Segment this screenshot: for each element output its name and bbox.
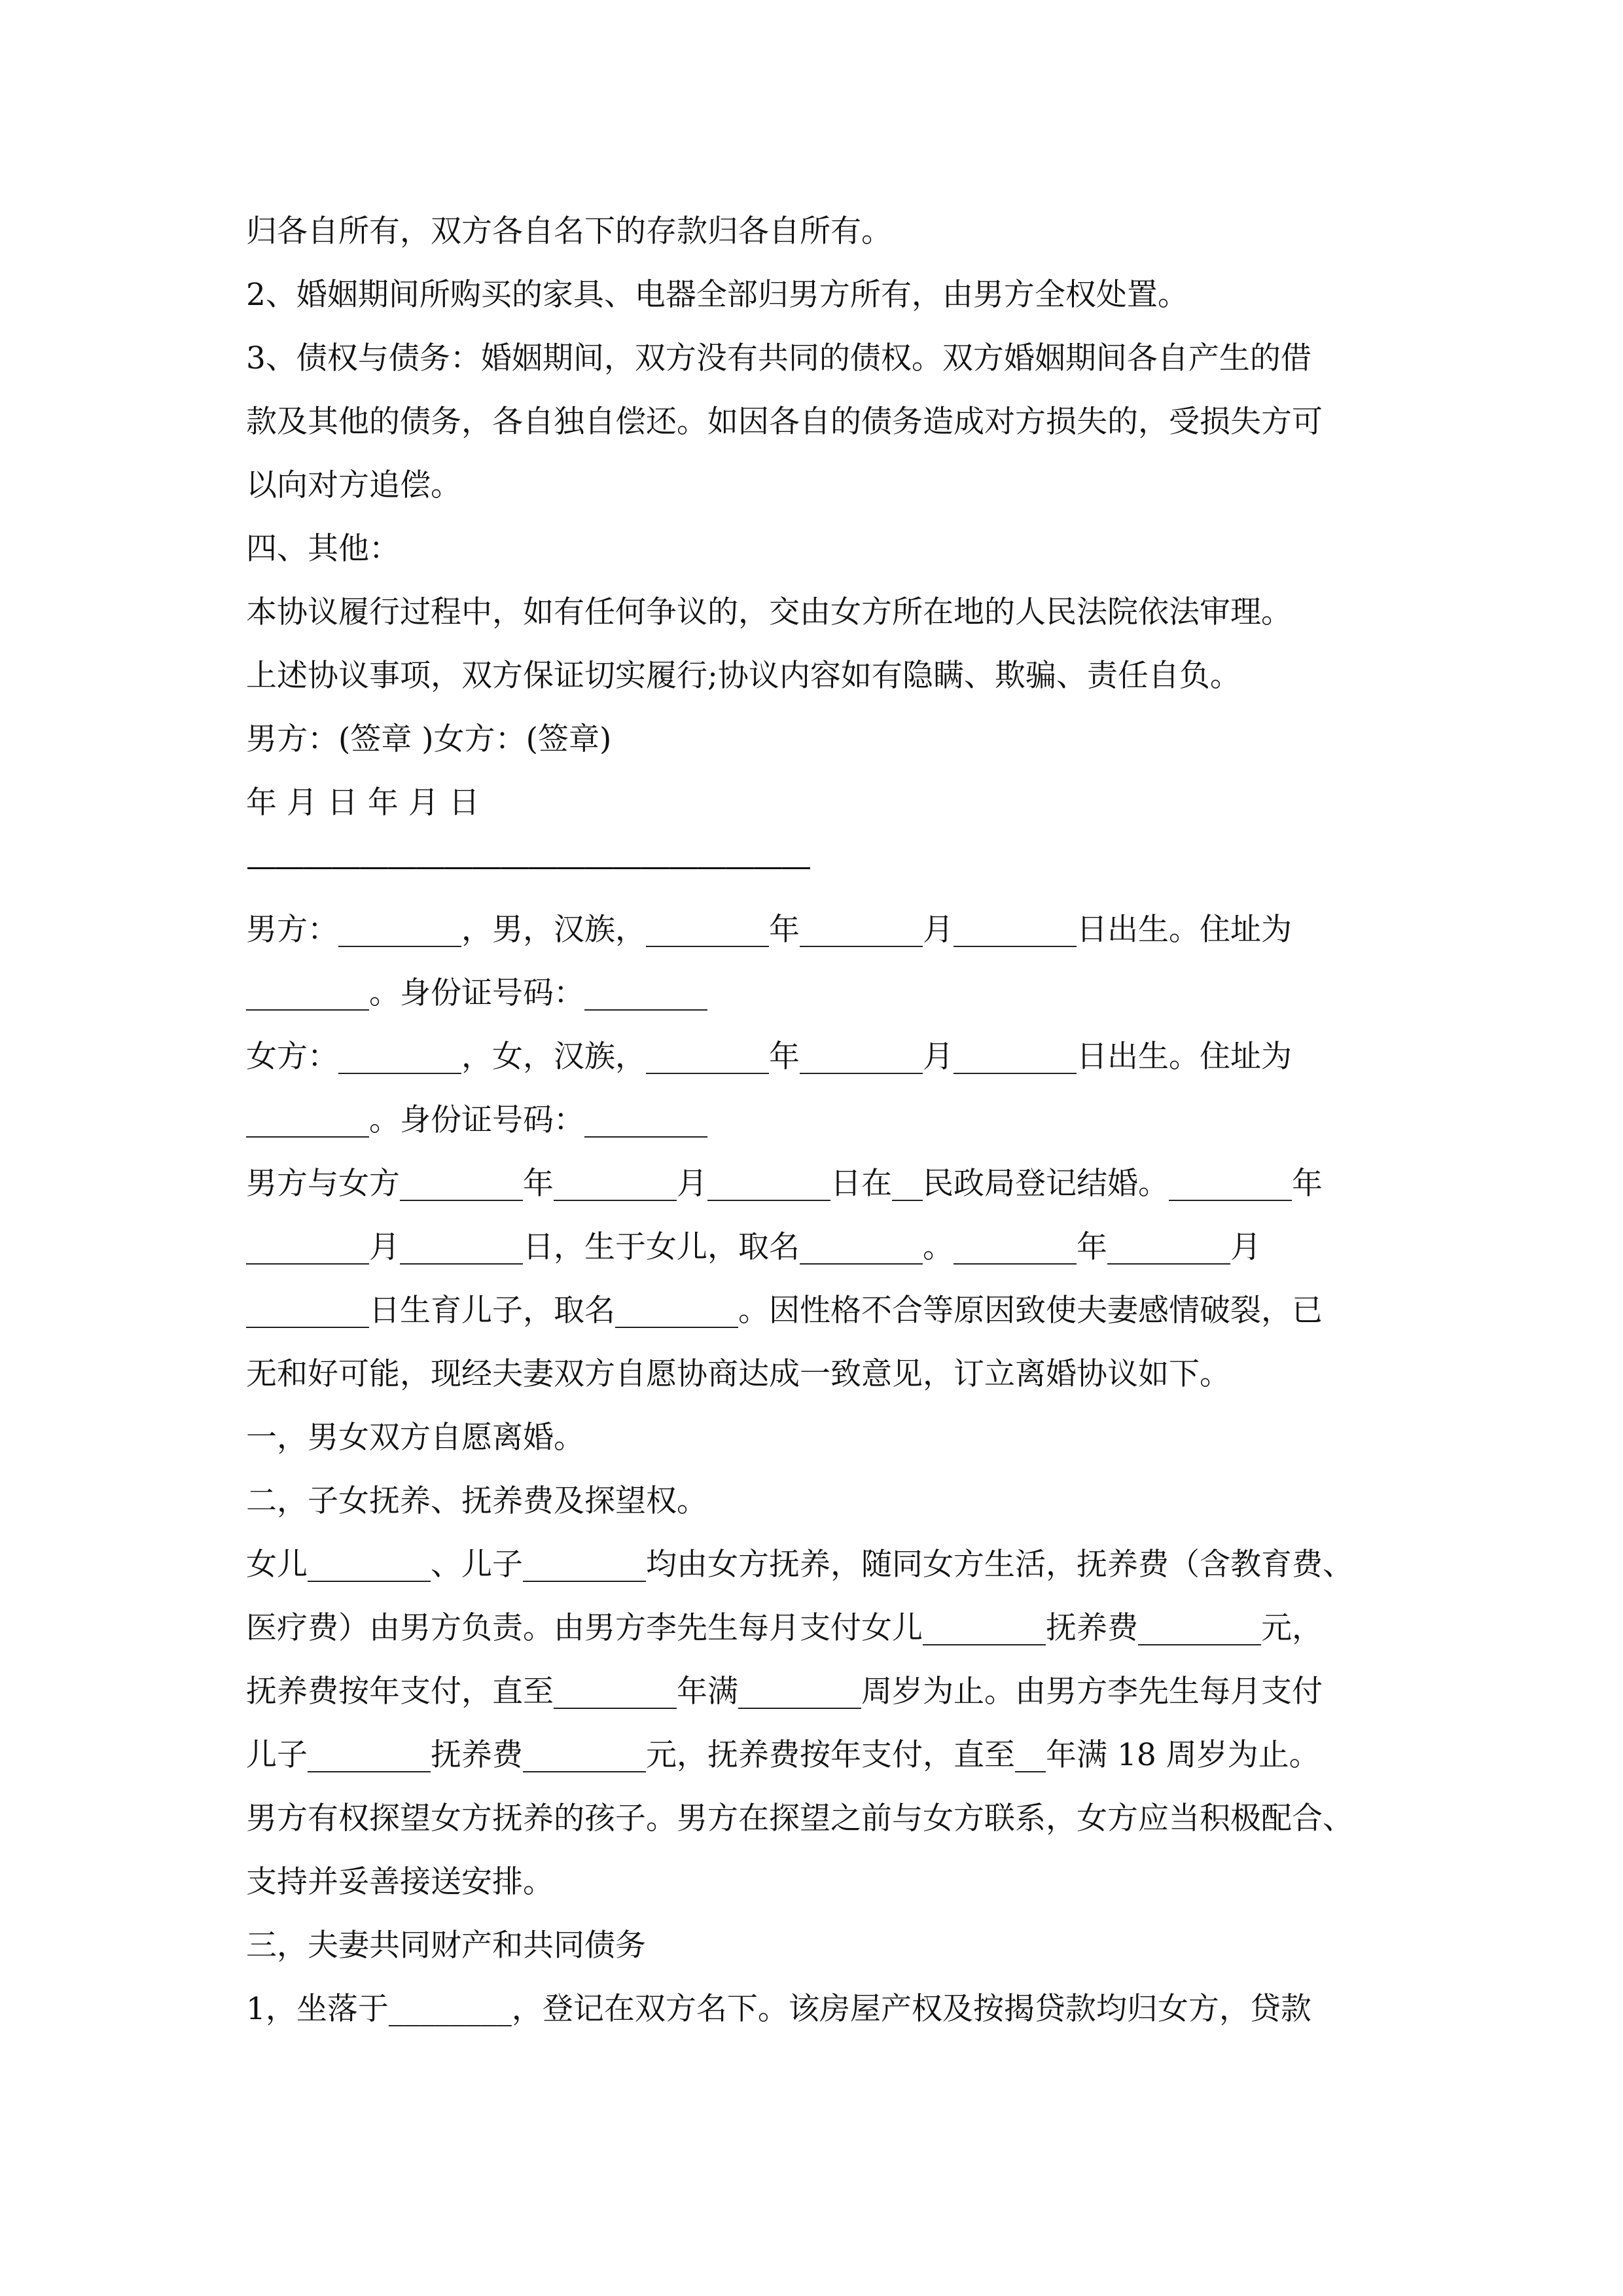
text-line: 男方有权探望女方抚养的孩子。男方在探望之前与女方联系，女方应当积极配合、 xyxy=(246,1801,1353,1837)
text-line: 女方：________，女，汉族，________年________月________日出生。住址为 xyxy=(246,1039,1292,1075)
text-line: 2、婚姻期间所购买的家具、电器全部归男方所有，由男方全权处置。 xyxy=(246,277,1188,313)
text-line: 3、债权与债务：婚姻期间，双方没有共同的债权。双方婚姻期间各自产生的借 xyxy=(246,340,1311,376)
text-line: 无和好可能，现经夫妻双方自愿协商达成一致意见，订立离婚协议如下。 xyxy=(246,1356,1230,1392)
text-line: 抚养费按年支付，直至________年满________周岁为止。由男方李先生每月支付 xyxy=(246,1674,1323,1710)
text-line: ________月________日，生于女儿，取名________。________年________月 xyxy=(246,1229,1261,1265)
agreement-body xyxy=(246,200,1385,2041)
section-heading: 三，夫妻共同财产和共同债务 xyxy=(246,1928,646,1964)
text-line: 女儿________、儿子________均由女方抚养，随同女方生活，抚养费（含教育费、 xyxy=(246,1547,1353,1583)
text-line: 上述协议事项，双方保证切实履行;协议内容如有隐瞒、欺骗、责任自负。 xyxy=(246,658,1241,694)
text-line: 本协议履行过程中，如有任何争议的，交由女方所在地的人民法院依法审理。 xyxy=(246,594,1292,630)
text-line: ________。身份证号码：________ xyxy=(246,1102,707,1138)
section-heading: 一，男女双方自愿离婚。 xyxy=(246,1420,584,1456)
text-line: 男方：________，男，汉族，________年________月________日出生。住址为 xyxy=(246,912,1292,948)
text-line: ________。身份证号码：________ xyxy=(246,975,707,1011)
text-line: 归各自所有，双方各自名下的存款归各自所有。 xyxy=(246,213,892,249)
text-line: 男方与女方________年________月________日在__民政局登记结婚。________年 xyxy=(246,1166,1323,1202)
separator-rule: ———————————————————— xyxy=(246,848,809,884)
section-heading: 二，子女抚养、抚养费及探望权。 xyxy=(246,1483,707,1519)
text-line: 款及其他的债务，各自独自偿还。如因各自的债务造成对方损失的，受损失方可 xyxy=(246,404,1323,440)
signature-line: 男方：(签章 )女方：(签章) xyxy=(246,721,612,757)
text-line: 医疗费）由男方负责。由男方李先生每月支付女儿________抚养费________元， xyxy=(246,1610,1323,1646)
text-line: 儿子________抚养费________元，抚养费按年支付，直至__年满 18 周岁为止。 xyxy=(246,1737,1320,1773)
section-heading: 四、其他： xyxy=(246,531,400,567)
text-line: 支持并妥善接送安排。 xyxy=(246,1864,554,1900)
text-line: 1，坐落于________，登记在双方名下。该房屋产权及按揭贷款均归女方，贷款 xyxy=(246,1991,1311,2027)
text-line: 以向对方追偿。 xyxy=(246,467,461,503)
text-line: ________日生育儿子，取名________。因性格不合等原因致使夫妻感情破裂，已 xyxy=(246,1293,1323,1329)
date-line: 年 月 日 年 月 日 xyxy=(246,785,480,821)
